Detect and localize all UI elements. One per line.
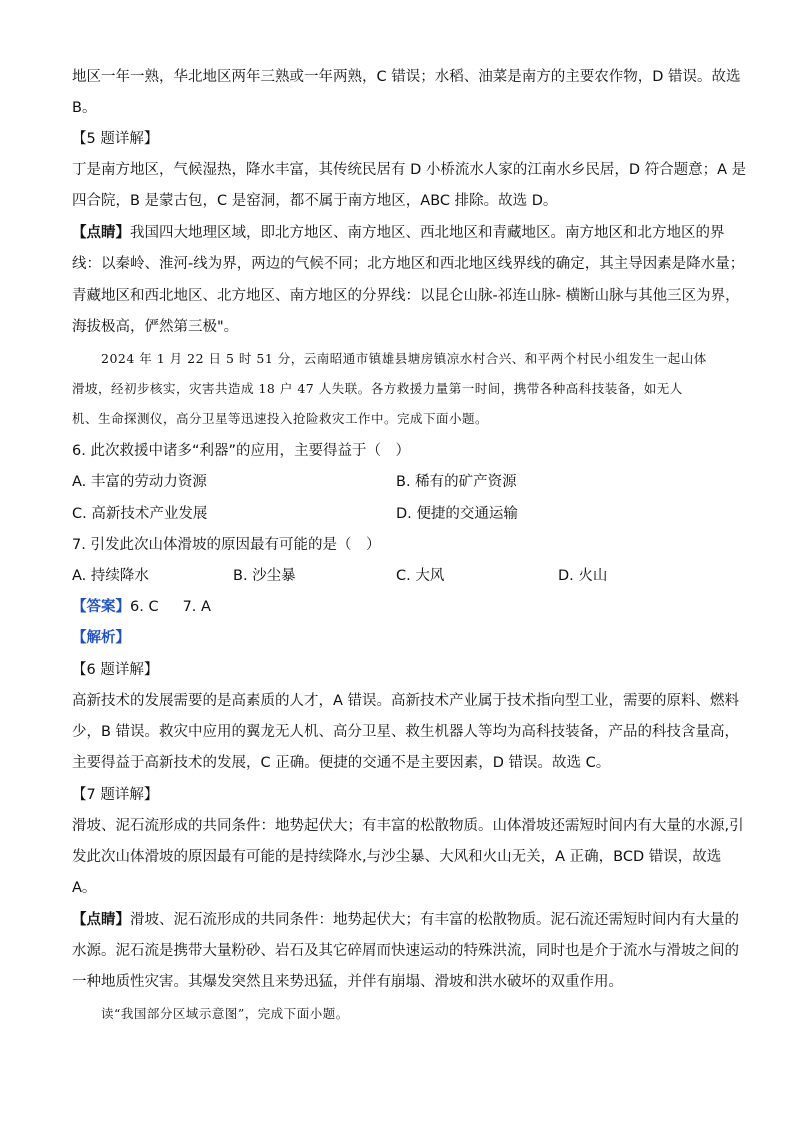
q6-option-c: C. 高新技术产业发展 (72, 506, 208, 522)
text-line: 线：以秦岭、淮河-线为界，两边的气候不同；北方地区和西北地区线界线的确定，其主导因素是降水量； (72, 256, 745, 272)
answer-6: 6. C (130, 599, 159, 615)
answer-line (72, 596, 722, 618)
text-line: 发此次山体滑坡的原因最有可能的是持续降水,与沙尘暴、大风和火山无关，A 正确，BCD 错误，故选 (72, 849, 722, 865)
question-7-stem: 7. 引发此次山体滑坡的原因最有可能的是（ ） (72, 537, 381, 553)
text-line: 主要得益于高新技术的发展，C 正确。便捷的交通不是主要因素，D 错误。故选 C。 (72, 755, 611, 771)
q7-option-b: B. 沙尘暴 (233, 568, 296, 584)
tip-text: 我国四大地理区域，即北方地区、南方地区、西北地区和青藏地区。南方地区和北方地区的界 (130, 225, 725, 241)
tip-text: 滑坡、泥石流形成的共同条件：地势起伏大；有丰富的松散物质。泥石流还需短时间内有大量的 (130, 912, 739, 928)
text-line: 高新技术的发展需要的是高素质的人才，A 错误。高新技术产业属于技术指向型工业，需要的原料、燃料 (72, 693, 740, 709)
tip-tag: 【点睛】 (72, 912, 130, 928)
tip-line (72, 222, 725, 244)
section-heading: 【6 题详解】 (72, 662, 159, 678)
text-line: 水源。泥石流是携带大量粉砂、岩石及其它碎屑而快速运动的特殊洪流，同时也是介于流水与滑坡之间的 (72, 943, 739, 959)
section-heading: 【7 题详解】 (72, 787, 159, 803)
text-line: A。 (72, 880, 97, 896)
text-line: 地区一年一熟，华北地区两年三熟或一年两熟，C 错误；水稻、油菜是南方的主要农作物，D 错误。故选 (72, 69, 741, 85)
q6-option-b: B. 稀有的矿产资源 (396, 474, 517, 490)
text-line: 一种地质性灾害。其爆发突然且来势迅猛，并伴有崩塌、滑坡和洪水破坏的双重作用。 (72, 974, 623, 990)
passage-line: 机、生命探测仪，高分卫星等迅速投入抢险救灾工作中。完成下面小题。 (72, 411, 489, 426)
passage-line: 滑坡，经初步核实，灾害共造成 18 户 47 人失联。各方救援力量第一时间，携带各种高科技装备，如无人 (72, 381, 683, 396)
section-heading: 【5 题详解】 (72, 131, 159, 147)
text-line: 少，B 错误。救灾中应用的翼龙无人机、高分卫星、救生机器人等均为高科技装备，产品的科技含量高， (72, 724, 740, 740)
text-line: 四合院，B 是蒙古包，C 是窑洞，都不属于南方地区，ABC 排除。故选 D。 (72, 193, 558, 209)
question-6-stem: 6. 此次救援中诸多“利器”的应用，主要得益于（ ） (72, 443, 410, 459)
analysis-tag: 【解析】 (72, 630, 130, 646)
q6-option-a: A. 丰富的劳动力资源 (72, 474, 207, 490)
answer-7: 7. A (182, 599, 211, 615)
text-line: 青藏地区和西北地区、北方地区、南方地区的分界线：以昆仑山脉-祁连山脉- 横断山脉与其他三区为界， (72, 288, 740, 304)
q6-option-d: D. 便捷的交通运输 (396, 506, 518, 522)
text-line: B。 (72, 100, 97, 116)
q7-option-d: D. 火山 (558, 568, 608, 584)
tip-tag: 【点睛】 (72, 225, 130, 241)
text-line: 丁是南方地区，气候湿热，降水丰富，其传统民居有 D 小桥流水人家的江南水乡民居，D 符合题意；A 是 (72, 162, 747, 178)
answer-tag: 【答案】 (72, 599, 130, 615)
passage-line: 2024 年 1 月 22 日 5 时 51 分，云南昭通市镇雄县塘房镇凉水村合兴、和平两个村民小组发生一起山体 (101, 351, 707, 366)
text-line: 海拔极高，俨然第三极"。 (72, 319, 239, 335)
q7-option-c: C. 大风 (396, 568, 445, 584)
text-line: 滑坡、泥石流形成的共同条件：地势起伏大；有丰富的松散物质。山体滑坡还需短时间内有大量的水源,引 (72, 818, 744, 834)
passage-line: 读“我国部分区域示意图”，完成下面小题。 (101, 1006, 349, 1021)
q7-option-a: A. 持续降水 (72, 568, 149, 584)
tip-line (72, 909, 739, 931)
